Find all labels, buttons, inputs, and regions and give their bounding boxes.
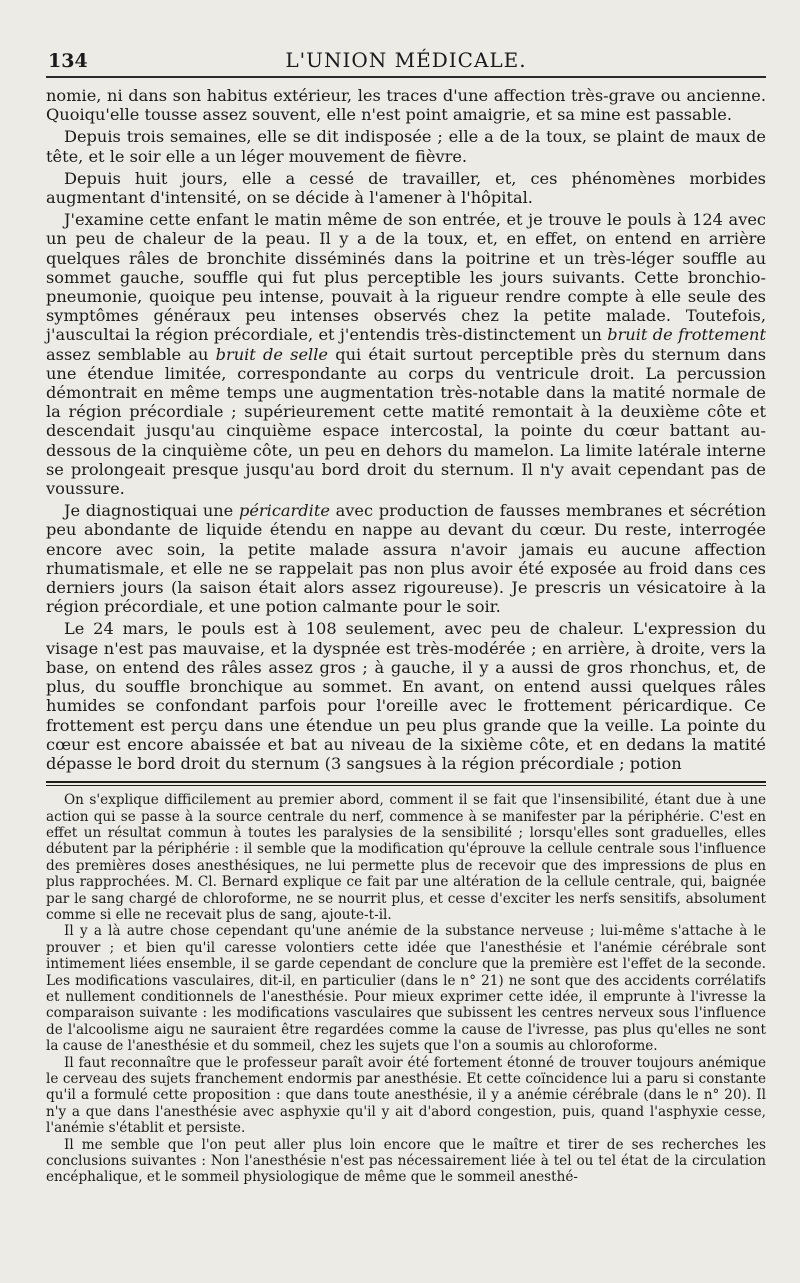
paragraph: Depuis huit jours, elle a cessé de travailler, et, ces phénomènes morbides augmentant d'intensité, on se décide à l'amener à l'hôpital. (46, 168, 766, 208)
main-text (46, 86, 766, 773)
text-run: J'examine cette enfant le matin même de son entrée, et je trouve le pouls à 124 avec un peu de chaleur de la peau. Il y a de la toux, et, en effet, on entend en arrière quelques râles de bronchite disséminés dans la poitrine et un très-léger souffle au sommet gauche, souffle qui fut plus perceptible les jours suivants. Cette bronchio-pneumonie, quoique peu intense, pouvait à la rigueur rendre compte à elle seule des symptômes généraux peu intenses observés chez la petite malade. Toutefois, j'auscultai la région précordiale, et j'entendis très-distinctement un (46, 210, 766, 345)
text-run: qui était surtout perceptible près du sternum dans une étendue limitée, correspondante au corps du ventricule droit. La percussion démontrait en même temps une augmentation très-notable dans la matité normale de la région précordiale ; supérieurement cette matité remontait à la deuxième côte et descendait jusqu'au cinquième espace intercostal, la pointe du cœur battant au-dessous de la cinquième côte, un peu en dehors du mamelon. La limite latérale interne se prolongeait presque jusqu'au bord droit du sternum. Il n'y avait cependant pas de voussure. (46, 344, 767, 499)
text-run: avec production de fausses membranes et sécrétion peu abondante de liquide étendu en nappe au devant du cœur. Du reste, interrogée encore avec soin, la petite malade assura n'avoir jamais eu aucune affection rhumatismale, et elle ne se rappelait pas non plus avoir été exposée au froid dans ces derniers jours (la saison était alors assez rigoureuse). Je prescris un vésicatoire à la région précordiale, et une potion calmante pour le soir. (46, 501, 767, 617)
footnote-paragraph: Il me semble que l'on peut aller plus loin encore que le maître et tirer de ses recherches les conclusions suivantes : Non l'anesthésie n'est pas nécessairement liée à tel ou tel état de la circulation encéphalique, et le sommeil physiologique de même que le sommeil anesthé- (46, 1136, 766, 1186)
paragraph: Depuis trois semaines, elle se dit indisposée ; elle a de la toux, se plaint de maux de tête, et le soir elle a un léger mouvement de fièvre. (46, 127, 766, 166)
footnote-divider (46, 781, 766, 786)
italic-term: péricardite (238, 501, 330, 521)
footnote-paragraph: Il y a là autre chose cependant qu'une anémie de la substance nerveuse ; lui-même s'attache à le prouver ; et bien qu'il caresse volontiers cette idée que l'anesthésie et l'anémie cérébrale sont intimement liées ensemble, il se garde cependant de conclure que la première est l'effet de la seconde. Les modifications vasculaires, dit-il, en particulier (dans le n° 21) ne sont que des accidents corrélatifs et nullement conditionnels de l'anesthésie. Pour mieux exprimer cette idée, il emprunte à l'ivresse la comparaison suivante : les modifications vasculaires que subissent les centres nerveux sous l'influence de l'alcoolisme aigu ne sauraient être regardées comme la cause de l'ivresse, pas plus qu'elles ne sont la cause de l'anesthésie et du sommeil, chez les sujets que l'on a soumis au chloroforme. (46, 923, 766, 1055)
page-number: 134 (48, 50, 88, 72)
footnote-paragraph: On s'explique difficilement au premier abord, comment il se fait que l'insensibilité, étant due à une action qui se passe à la source centrale du nerf, commence à se manifester par la périphérie. C'est en effet un résultat commun à toutes les paralysies de la sensibilité ; lorsqu'elles sont graduelles, elles débutent par la périphérie : il semble que la modification qu'éprouve la cellule centrale sous l'influence des premières doses anesthésiques, ne lui permette plus de recevoir que des impressions de plus en plus rapprochées. M. Cl. Bernard explique ce fait par une altération de la cellule centrale, qui, baignée par le sang chargé de chloroforme, ne se nourrit plus, et cesse d'exciter les nerfs sensitifs, absolument comme si elle ne recevait plus de sang, ajoute-t-il. (46, 792, 766, 923)
running-title: L'UNION MÉDICALE. (285, 48, 527, 72)
paragraph: Le 24 mars, le pouls est à 108 seulement, avec peu de chaleur. L'expression du visage n'est pas mauvaise, et la dyspnée est très-modérée ; en arrière, à droite, vers la base, on entend des râles assez gros ; à gauche, il y a aussi de gros rhonchus, et, de plus, du souffle bronchique au sommet. En avant, on entend aussi quelques râles humides se confondant parfois pour l'oreille avec le frottement péricardique. Ce frottement est perçu dans une étendue un peu plus grande que la veille. La pointe du cœur est encore abaissée et bat au niveau de la sixième côte, et en dedans la matité dépasse le bord droit du sternum (3 sangsues à la région précordiale ; potion (46, 619, 766, 773)
text-run: assez semblable au (46, 344, 216, 364)
paragraph (46, 501, 766, 616)
page-header (46, 40, 766, 78)
paragraph: nomie, ni dans son habitus extérieur, les traces d'une affection très-grave ou ancienne. Quoiqu'elle tousse assez souvent, elle n'est point amaigrie, et sa mine est passable. (46, 86, 766, 125)
italic-term: bruit de selle (215, 344, 328, 364)
italic-term: bruit de frottement (607, 325, 766, 345)
footnote-paragraph: Il faut reconnaître que le professeur paraît avoir été fortement étonné de trouver toujours anémique le cerveau des sujets franchement endormis par anesthésie. Et cette coïncidence lui a paru si constante qu'il a formulé cette proposition : que dans toute anesthésie, il y a anémie cérébrale (dans le n° 20). Il n'y a que dans l'anesthésie avec asphyxie qu'il y ait d'abord congestion, puis, quand l'asphyxie cesse, l'anémie s'établit et persiste. (46, 1054, 766, 1137)
footnotes (46, 792, 766, 1186)
text-run: Je diagnostiquai une (64, 501, 239, 521)
paragraph (46, 210, 766, 498)
